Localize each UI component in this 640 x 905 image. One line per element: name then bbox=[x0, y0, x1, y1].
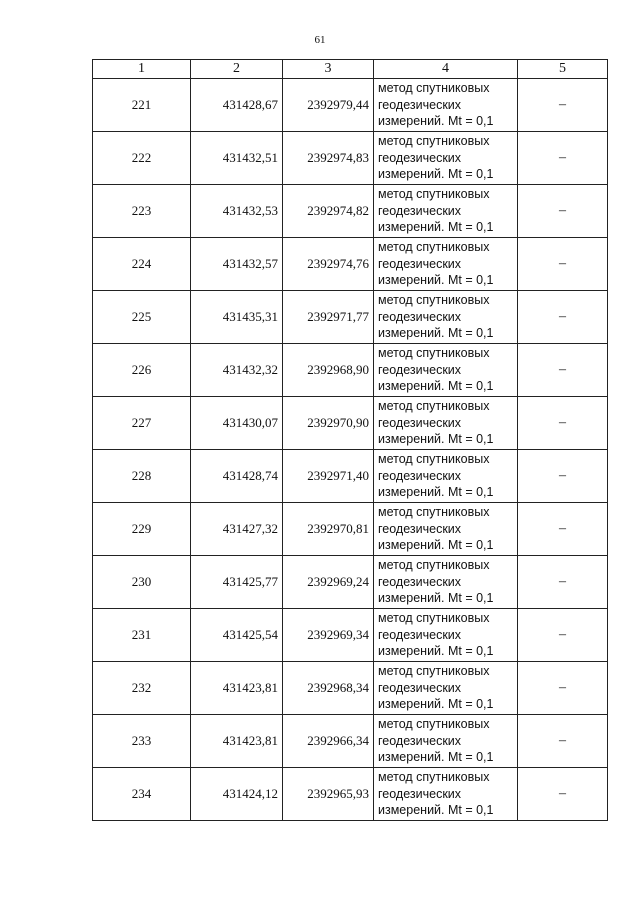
method-line: метод спутниковых bbox=[378, 134, 490, 149]
point-number-cell: 231 bbox=[93, 609, 191, 662]
method-line: геодезических bbox=[378, 574, 462, 589]
table-row bbox=[93, 79, 608, 132]
method-line: метод спутниковых bbox=[378, 770, 490, 785]
method-cell bbox=[374, 450, 518, 503]
note-cell: – bbox=[518, 450, 608, 503]
method-line: геодезических bbox=[378, 468, 462, 483]
x-coordinate-cell: 431430,07 bbox=[191, 397, 283, 450]
y-coordinate-cell: 2392970,90 bbox=[283, 397, 374, 450]
x-coordinate-cell: 431435,31 bbox=[191, 291, 283, 344]
method-line: измерений. Mt = 0,1 bbox=[378, 803, 494, 818]
method-line: измерений. Mt = 0,1 bbox=[378, 538, 494, 553]
method-line: измерений. Mt = 0,1 bbox=[378, 273, 494, 288]
y-coordinate-cell: 2392974,82 bbox=[283, 185, 374, 238]
table-row bbox=[93, 503, 608, 556]
method-line: геодезических bbox=[378, 627, 462, 642]
table-row bbox=[93, 344, 608, 397]
method-line: метод спутниковых bbox=[378, 81, 490, 96]
point-number-cell: 233 bbox=[93, 715, 191, 768]
method-cell bbox=[374, 556, 518, 609]
x-coordinate-cell: 431432,51 bbox=[191, 132, 283, 185]
method-cell bbox=[374, 132, 518, 185]
method-cell bbox=[374, 238, 518, 291]
method-line: геодезических bbox=[378, 786, 462, 801]
method-line: метод спутниковых bbox=[378, 399, 490, 414]
note-cell: – bbox=[518, 397, 608, 450]
method-line: измерений. Mt = 0,1 bbox=[378, 591, 494, 606]
column-header-4: 4 bbox=[374, 60, 518, 79]
method-line: измерений. Mt = 0,1 bbox=[378, 114, 494, 129]
method-line: измерений. Mt = 0,1 bbox=[378, 432, 494, 447]
method-line: измерений. Mt = 0,1 bbox=[378, 167, 494, 182]
y-coordinate-cell: 2392969,34 bbox=[283, 609, 374, 662]
method-line: метод спутниковых bbox=[378, 187, 490, 202]
note-cell: – bbox=[518, 556, 608, 609]
method-cell bbox=[374, 609, 518, 662]
table-row bbox=[93, 291, 608, 344]
column-header-2: 2 bbox=[191, 60, 283, 79]
page-number: 61 bbox=[314, 34, 326, 46]
method-cell bbox=[374, 662, 518, 715]
point-number-cell: 225 bbox=[93, 291, 191, 344]
y-coordinate-cell: 2392968,90 bbox=[283, 344, 374, 397]
y-coordinate-cell: 2392971,40 bbox=[283, 450, 374, 503]
y-coordinate-cell: 2392979,44 bbox=[283, 79, 374, 132]
method-line: геодезических bbox=[378, 415, 462, 430]
point-number-cell: 230 bbox=[93, 556, 191, 609]
note-cell: – bbox=[518, 503, 608, 556]
note-cell: – bbox=[518, 715, 608, 768]
method-cell bbox=[374, 397, 518, 450]
point-number-cell: 234 bbox=[93, 768, 191, 821]
note-cell: – bbox=[518, 79, 608, 132]
x-coordinate-cell: 431432,57 bbox=[191, 238, 283, 291]
method-cell bbox=[374, 715, 518, 768]
method-cell bbox=[374, 79, 518, 132]
note-cell: – bbox=[518, 238, 608, 291]
method-line: измерений. Mt = 0,1 bbox=[378, 485, 494, 500]
x-coordinate-cell: 431432,53 bbox=[191, 185, 283, 238]
method-line: геодезических bbox=[378, 309, 462, 324]
method-line: измерений. Mt = 0,1 bbox=[378, 326, 494, 341]
y-coordinate-cell: 2392966,34 bbox=[283, 715, 374, 768]
table-header-row bbox=[93, 60, 608, 79]
column-header-5: 5 bbox=[518, 60, 608, 79]
method-line: геодезических bbox=[378, 150, 462, 165]
method-line: метод спутниковых bbox=[378, 346, 490, 361]
method-line: геодезических bbox=[378, 97, 462, 112]
method-line: измерений. Mt = 0,1 bbox=[378, 220, 494, 235]
point-number-cell: 222 bbox=[93, 132, 191, 185]
y-coordinate-cell: 2392974,76 bbox=[283, 238, 374, 291]
method-line: метод спутниковых bbox=[378, 452, 490, 467]
method-line: измерений. Mt = 0,1 bbox=[378, 750, 494, 765]
table-row bbox=[93, 609, 608, 662]
note-cell: – bbox=[518, 662, 608, 715]
method-cell bbox=[374, 768, 518, 821]
method-line: измерений. Mt = 0,1 bbox=[378, 379, 494, 394]
method-line: метод спутниковых bbox=[378, 293, 490, 308]
note-cell: – bbox=[518, 185, 608, 238]
point-number-cell: 221 bbox=[93, 79, 191, 132]
y-coordinate-cell: 2392970,81 bbox=[283, 503, 374, 556]
point-number-cell: 224 bbox=[93, 238, 191, 291]
x-coordinate-cell: 431427,32 bbox=[191, 503, 283, 556]
x-coordinate-cell: 431425,54 bbox=[191, 609, 283, 662]
method-line: метод спутниковых bbox=[378, 505, 490, 520]
x-coordinate-cell: 431428,74 bbox=[191, 450, 283, 503]
note-cell: – bbox=[518, 291, 608, 344]
table-row bbox=[93, 397, 608, 450]
x-coordinate-cell: 431423,81 bbox=[191, 662, 283, 715]
method-line: метод спутниковых bbox=[378, 717, 490, 732]
y-coordinate-cell: 2392974,83 bbox=[283, 132, 374, 185]
method-line: метод спутниковых bbox=[378, 558, 490, 573]
method-cell bbox=[374, 291, 518, 344]
y-coordinate-cell: 2392968,34 bbox=[283, 662, 374, 715]
method-line: метод спутниковых bbox=[378, 240, 490, 255]
point-number-cell: 227 bbox=[93, 397, 191, 450]
note-cell: – bbox=[518, 344, 608, 397]
note-cell: – bbox=[518, 132, 608, 185]
point-number-cell: 229 bbox=[93, 503, 191, 556]
method-line: геодезических bbox=[378, 521, 462, 536]
table-row bbox=[93, 450, 608, 503]
method-line: геодезических bbox=[378, 680, 462, 695]
x-coordinate-cell: 431424,12 bbox=[191, 768, 283, 821]
column-header-3: 3 bbox=[283, 60, 374, 79]
x-coordinate-cell: 431425,77 bbox=[191, 556, 283, 609]
method-cell bbox=[374, 344, 518, 397]
point-number-cell: 232 bbox=[93, 662, 191, 715]
table-row bbox=[93, 715, 608, 768]
table-row bbox=[93, 556, 608, 609]
table-row bbox=[93, 238, 608, 291]
note-cell: – bbox=[518, 609, 608, 662]
y-coordinate-cell: 2392969,24 bbox=[283, 556, 374, 609]
note-cell: – bbox=[518, 768, 608, 821]
method-line: геодезических bbox=[378, 256, 462, 271]
method-line: геодезических bbox=[378, 362, 462, 377]
x-coordinate-cell: 431423,81 bbox=[191, 715, 283, 768]
method-line: измерений. Mt = 0,1 bbox=[378, 644, 494, 659]
method-line: геодезических bbox=[378, 733, 462, 748]
x-coordinate-cell: 431432,32 bbox=[191, 344, 283, 397]
method-cell bbox=[374, 503, 518, 556]
y-coordinate-cell: 2392965,93 bbox=[283, 768, 374, 821]
table-row bbox=[93, 132, 608, 185]
method-cell bbox=[374, 185, 518, 238]
point-number-cell: 228 bbox=[93, 450, 191, 503]
table-row bbox=[93, 662, 608, 715]
method-line: метод спутниковых bbox=[378, 611, 490, 626]
point-number-cell: 223 bbox=[93, 185, 191, 238]
method-line: метод спутниковых bbox=[378, 664, 490, 679]
table-row bbox=[93, 768, 608, 821]
x-coordinate-cell: 431428,67 bbox=[191, 79, 283, 132]
column-header-1: 1 bbox=[93, 60, 191, 79]
y-coordinate-cell: 2392971,77 bbox=[283, 291, 374, 344]
method-line: измерений. Mt = 0,1 bbox=[378, 697, 494, 712]
table-row bbox=[93, 185, 608, 238]
point-number-cell: 226 bbox=[93, 344, 191, 397]
method-line: геодезических bbox=[378, 203, 462, 218]
coordinates-table bbox=[92, 59, 608, 821]
